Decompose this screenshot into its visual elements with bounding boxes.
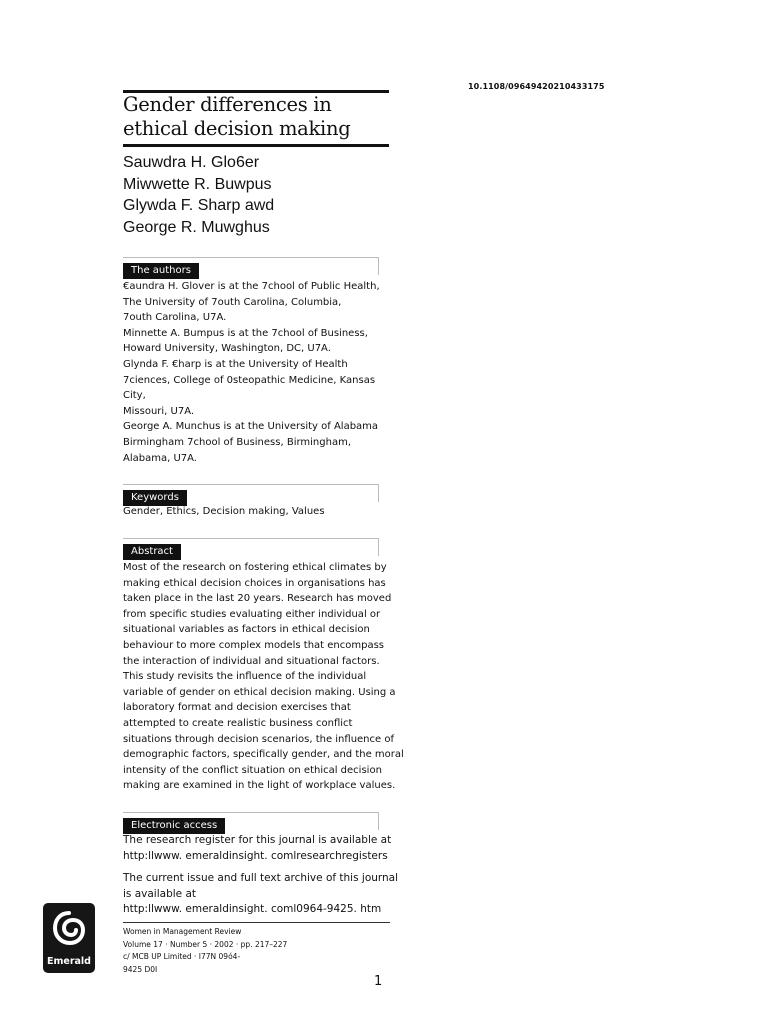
text-line: attempted to create realistic business conflict <box>123 717 353 729</box>
text-line: Alabama, U7A. <box>123 452 197 464</box>
text-line: 7outh Carolina, U7A. <box>123 312 227 324</box>
footer-line: Women in Management Review <box>123 927 242 936</box>
text-line: situational variables as factors in ethical decision <box>123 624 370 636</box>
section-label: The authors <box>123 263 199 279</box>
text-line: The research register for this journal is available at <box>123 834 392 846</box>
electronic-access-archive <box>123 871 399 918</box>
author-list <box>123 152 274 238</box>
section-label: Abstract <box>123 544 181 560</box>
text-line: Gender, Ethics, Decision making, Values <box>123 506 325 517</box>
doi: 10.1108/09649420210433175 <box>468 82 605 91</box>
text-line: making ethical decision choices in organisations has <box>123 577 386 589</box>
text-line: behaviour to more complex models that encompass <box>123 639 385 651</box>
footer-rule <box>123 922 390 923</box>
footer-line: Volume 17 · Number 5 · 2002 · pp. 217–227 <box>123 939 288 949</box>
section-header-keywords <box>123 484 379 502</box>
text-line: George A. Munchus is at the University of Alabama <box>123 421 379 433</box>
text-line: €aundra H. Glover is at the 7chool of Public Health, <box>123 281 380 292</box>
author-name: Miwwette R. Buwpus <box>123 175 272 193</box>
footer-line: 9425 D0I <box>123 964 158 974</box>
text-line: variable of gender on ethical decision making. Using a <box>123 686 396 698</box>
text-line: Birmingham 7chool of Business, Birmingham, <box>123 436 351 448</box>
text-line: Minnette A. Bumpus is at the 7chool of Business, <box>123 327 368 339</box>
emerald-logo <box>43 903 95 973</box>
keywords <box>123 504 381 520</box>
text-line: Most of the research on fostering ethical climates by <box>123 562 387 573</box>
title-line-2: ethical decision making <box>123 117 351 140</box>
text-line: making are examined in the light of workplace values. <box>123 780 396 792</box>
text-line: is available at <box>123 887 197 900</box>
text-line: intensity of the conflict situation on ethical decision <box>123 764 382 776</box>
abstract-body <box>123 560 404 794</box>
logo-wordmark: Emerald <box>47 956 91 967</box>
paper-title <box>123 93 389 141</box>
section-label: Electronic access <box>123 818 225 834</box>
title-line-1: Gender differences in <box>123 93 332 116</box>
text-line: The current issue and full text archive of this journal <box>123 872 399 884</box>
text-line: This study revisits the influence of the individual <box>123 671 367 683</box>
text-line: from specific studies evaluating either individual or <box>123 608 381 620</box>
archive-link[interactable]: http:llwww. emeraldinsight. coml0964-9425. htm <box>123 903 382 916</box>
section-header-authors <box>123 257 379 275</box>
author-name: Glywda F. Sharp awd <box>123 197 275 214</box>
authors-affiliations <box>123 279 381 466</box>
text-line: Glynda F. €harp is at the University of Health <box>123 358 348 370</box>
text-line: City, <box>123 390 146 402</box>
text-line: demographic factors, specifically gender, and the moral <box>123 749 404 761</box>
page-number: 1 <box>374 974 383 989</box>
electronic-access-register <box>123 833 392 864</box>
section-header-abstract <box>123 538 379 556</box>
journal-citation <box>123 926 287 976</box>
text-line: Missouri, U7A. <box>123 405 195 417</box>
text-line: situations through decision scenarios, the influence of <box>123 733 394 745</box>
text-line: 7ciences, College of 0steopathic Medicine, Kansas <box>123 374 376 386</box>
text-line: taken place in the last 20 years. Research has moved <box>123 593 392 605</box>
text-line: laboratory format and decision exercises that <box>123 702 351 714</box>
text-line: the interaction of individual and situational factors. <box>123 655 380 667</box>
text-line: The University of 7outh Carolina, Columbia, <box>123 296 342 308</box>
register-link[interactable]: http:llwww. emeraldinsight. comlresearchregisters <box>123 849 388 862</box>
text-line: Howard University, Washington, DC, U7A. <box>123 343 331 355</box>
section-label: Keywords <box>123 490 187 506</box>
author-name: Sauwdra H. Glo6er <box>123 154 260 171</box>
title-rule-bottom <box>123 144 389 147</box>
section-header-electronic-access <box>123 812 379 830</box>
author-name: George R. Muwghus <box>123 218 270 236</box>
emerald-swirl-icon <box>52 909 86 953</box>
footer-line: c/ MCB UP Limited · I77N 09ó4- <box>123 952 241 961</box>
